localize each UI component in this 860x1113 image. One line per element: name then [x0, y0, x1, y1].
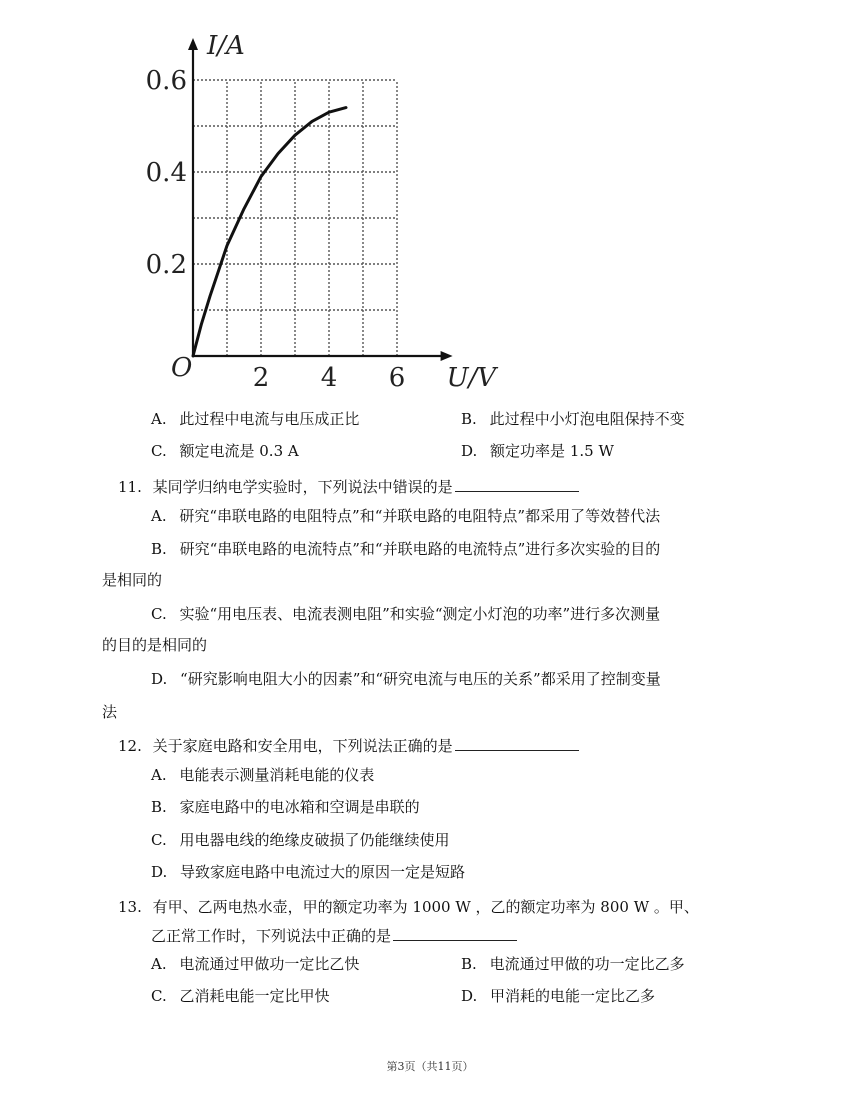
answer-blank[interactable]: [455, 736, 579, 751]
q11-option-d[interactable]: [151, 668, 661, 689]
x-tick-label: 2: [252, 363, 270, 393]
q10-option-b[interactable]: [461, 408, 685, 429]
option-text: 额定功率是 1.5 W: [490, 442, 614, 460]
q13-option-a[interactable]: [151, 953, 359, 974]
option-text: 研究“串联电路的电流特点”和“并联电路的电流特点”进行多次实验的目的: [179, 540, 661, 558]
q11-option-d-cont: 法: [102, 703, 118, 721]
option-letter: C.: [151, 987, 167, 1005]
q13-stem-cont: [151, 925, 517, 946]
option-letter: B.: [151, 540, 167, 558]
option-letter: D.: [151, 863, 168, 881]
origin-label: O: [171, 353, 193, 383]
option-text: 乙消耗电能一定比甲快: [179, 987, 330, 1005]
option-text: 此过程中小灯泡电阻保持不变: [489, 410, 685, 428]
option-letter: B.: [151, 798, 167, 816]
q12-option-d[interactable]: [151, 861, 465, 882]
answer-blank[interactable]: [393, 926, 517, 941]
y-axis-arrow: [188, 38, 198, 50]
x-axis-label: U/V: [446, 363, 497, 393]
option-text: 实验“用电压表、电流表测电阻”和实验“测定小灯泡的功率”进行多次测量: [179, 605, 661, 623]
x-axis-arrow: [441, 351, 453, 361]
option-letter: A.: [151, 410, 167, 428]
q11-option-c-cont: 的目的是相同的: [102, 636, 208, 654]
option-text: 此过程中电流与电压成正比: [179, 410, 360, 428]
q10-option-d[interactable]: [461, 440, 614, 461]
option-letter: D.: [461, 987, 478, 1005]
option-letter: B.: [461, 955, 477, 973]
page-footer: 第3页（共11页）: [386, 1060, 474, 1073]
q13-option-d[interactable]: [461, 985, 655, 1006]
option-letter: A.: [151, 507, 167, 525]
option-text: 电流通过甲做的功一定比乙多: [489, 955, 685, 973]
q10-option-a[interactable]: [151, 408, 359, 429]
option-text: 研究“串联电路的电阻特点”和“并联电路的电阻特点”都采用了等效替代法: [179, 507, 661, 525]
y-tick-label: 0.4: [145, 158, 187, 188]
x-tick-label: 6: [388, 363, 406, 393]
option-text: “研究影响电阻大小的因素”和“研究电流与电压的关系”都采用了控制变量: [180, 670, 661, 688]
current-voltage-chart: [145, 31, 525, 400]
y-tick-label: 0.2: [145, 250, 187, 280]
option-text: 电流通过甲做功一定比乙快: [179, 955, 360, 973]
q12-stem: [118, 735, 579, 756]
option-text: 额定电流是 0.3 A: [179, 442, 299, 460]
question-number: 11.: [118, 478, 142, 496]
y-tick-label: 0.6: [145, 66, 187, 96]
option-letter: A.: [151, 955, 167, 973]
question-number: 13.: [118, 898, 142, 916]
q11-option-c[interactable]: [151, 603, 660, 624]
option-letter: C.: [151, 442, 167, 460]
question-text: 关于家庭电路和安全用电，下列说法正确的是: [152, 737, 453, 755]
q13-option-c[interactable]: [151, 985, 330, 1006]
option-letter: D.: [461, 442, 478, 460]
option-letter: C.: [151, 605, 167, 623]
option-letter: D.: [151, 670, 168, 688]
option-letter: C.: [151, 831, 167, 849]
q11-stem: [118, 476, 579, 497]
question-number: 12.: [118, 737, 142, 755]
q12-option-a[interactable]: [151, 764, 374, 785]
option-letter: B.: [461, 410, 477, 428]
option-letter: A.: [151, 766, 167, 784]
y-axis-label: I/A: [207, 31, 245, 61]
answer-blank[interactable]: [455, 477, 579, 492]
q10-option-c[interactable]: [151, 440, 299, 461]
option-text: 家庭电路中的电冰箱和空调是串联的: [179, 798, 420, 816]
option-text: 导致家庭电路中电流过大的原因一定是短路: [180, 863, 466, 881]
q12-option-b[interactable]: [151, 796, 420, 817]
x-tick-label: 4: [320, 363, 338, 393]
option-text: 甲消耗的电能一定比乙多: [490, 987, 656, 1005]
q11-option-a[interactable]: [151, 505, 660, 526]
question-text: 乙正常工作时，下列说法中正确的是: [151, 927, 392, 945]
q13-stem: [118, 896, 699, 917]
question-text: 有甲、乙两电热水壶，甲的额定功率为 1000 W ，乙的额定功率为 800 W 。甲、: [152, 898, 699, 916]
option-text: 用电器电线的绝缘皮破损了仍能继续使用: [179, 831, 450, 849]
q13-option-b[interactable]: [461, 953, 685, 974]
q11-option-b[interactable]: [151, 538, 660, 559]
question-text: 某同学归纳电学实验时，下列说法中错误的是: [152, 478, 453, 496]
option-text: 电能表示测量消耗电能的仪表: [179, 766, 375, 784]
chart-grid: [193, 80, 397, 356]
chart-series: [193, 108, 346, 356]
q11-option-b-cont: 是相同的: [102, 571, 163, 589]
series-line: [193, 108, 346, 356]
q12-option-c[interactable]: [151, 829, 450, 850]
